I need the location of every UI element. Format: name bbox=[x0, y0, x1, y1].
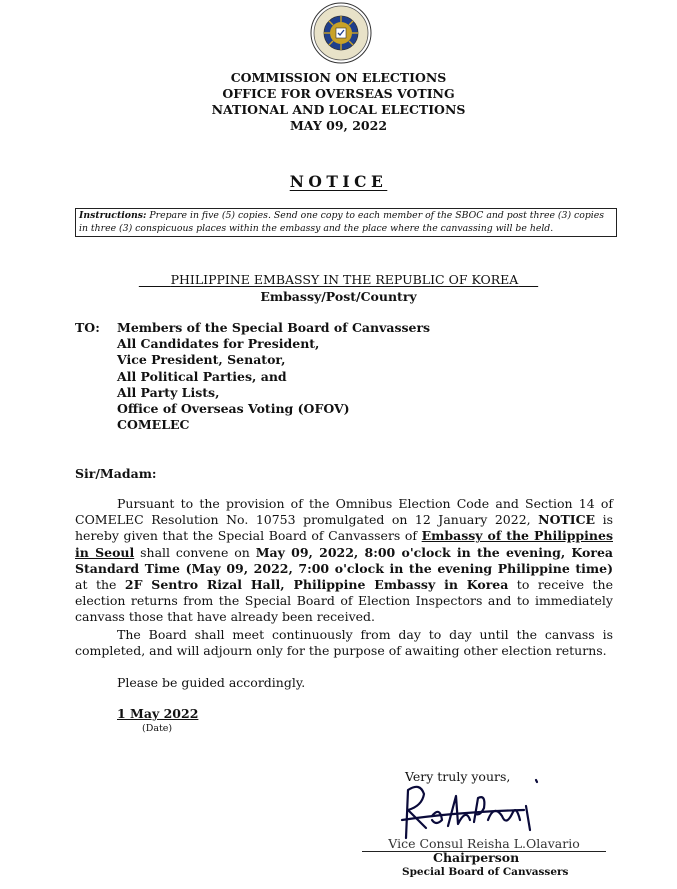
addressee-line: Members of the Special Board of Canvassers bbox=[117, 320, 431, 335]
header-election: NATIONAL AND LOCAL ELECTIONS bbox=[211, 102, 466, 117]
notice-date: 1 May 2022 bbox=[117, 706, 199, 721]
embassy-name-line bbox=[0, 272, 677, 287]
addressee-list bbox=[117, 320, 430, 433]
date-caption: (Date) bbox=[142, 723, 173, 734]
comelec-seal bbox=[310, 2, 372, 64]
embassy-caption: Embassy/Post/Country bbox=[260, 289, 417, 304]
closing: Very truly yours, bbox=[405, 769, 511, 784]
body-paragraph-1: Pursuant to the provision of the Omnibus Election Code and Section 14 of COMELEC Resolution No. 10753 promulgated on 12 January 2022, NOTICE is hereby given that the Special Board of Canvassers of Embassy of the Philippines in Seoul shall convene on May 09, 2022, 8:00 o'clock in the evening, Korea Standard Time (May 09, 2022, 7:00 o'clock in the evening Philippine time) at the 2F Sentro Rizal Hall, Philippine Embassy in Korea to receive the election returns from the Special Board of Election Inspectors and to immediately canvass those that have already been received. bbox=[75, 496, 614, 625]
body-paragraph-2: The Board shall meet continuously from day to day until the canvass is completed, and will adjourn only for the purpose of awaiting other election returns. bbox=[75, 627, 613, 659]
body-paragraph-3: Please be guided accordingly. bbox=[117, 675, 306, 690]
header-office: OFFICE FOR OVERSEAS VOTING bbox=[222, 86, 455, 101]
addressee-line: All Candidates for President, bbox=[117, 336, 320, 352]
embassy-name: PHILIPPINE EMBASSY IN THE REPUBLIC OF KOREA bbox=[170, 272, 519, 287]
addressee-line: Office of Overseas Voting (OFOV) bbox=[117, 401, 350, 417]
instructions-label: Instructions: bbox=[79, 210, 147, 221]
signatory-name: Vice Consul Reisha L.Olavario bbox=[362, 836, 606, 852]
notice-title: NOTICE bbox=[289, 172, 388, 191]
salutation: Sir/Madam: bbox=[75, 466, 157, 481]
to-label: TO: bbox=[75, 320, 100, 335]
addressee-line: All Party Lists, bbox=[117, 384, 220, 400]
header-date: MAY 09, 2022 bbox=[289, 118, 388, 133]
addressee-line: All Political Parties, and bbox=[117, 368, 287, 384]
header-agency: COMMISSION ON ELECTIONS bbox=[230, 70, 447, 85]
instructions-box bbox=[75, 208, 617, 237]
instructions-text: Prepare in five (5) copies. Send one copy to each member of the SBOC and post three (3) copies in three (3) conspicuous places within the embassy and the place where the canvassing will be held. bbox=[79, 210, 605, 234]
signatory-role: Chairperson bbox=[433, 850, 520, 865]
addressee-line: Vice President, Senator, bbox=[117, 352, 286, 368]
signatory-board: Special Board of Canvassers bbox=[402, 866, 569, 878]
addressee-line: COMELEC bbox=[117, 417, 190, 433]
